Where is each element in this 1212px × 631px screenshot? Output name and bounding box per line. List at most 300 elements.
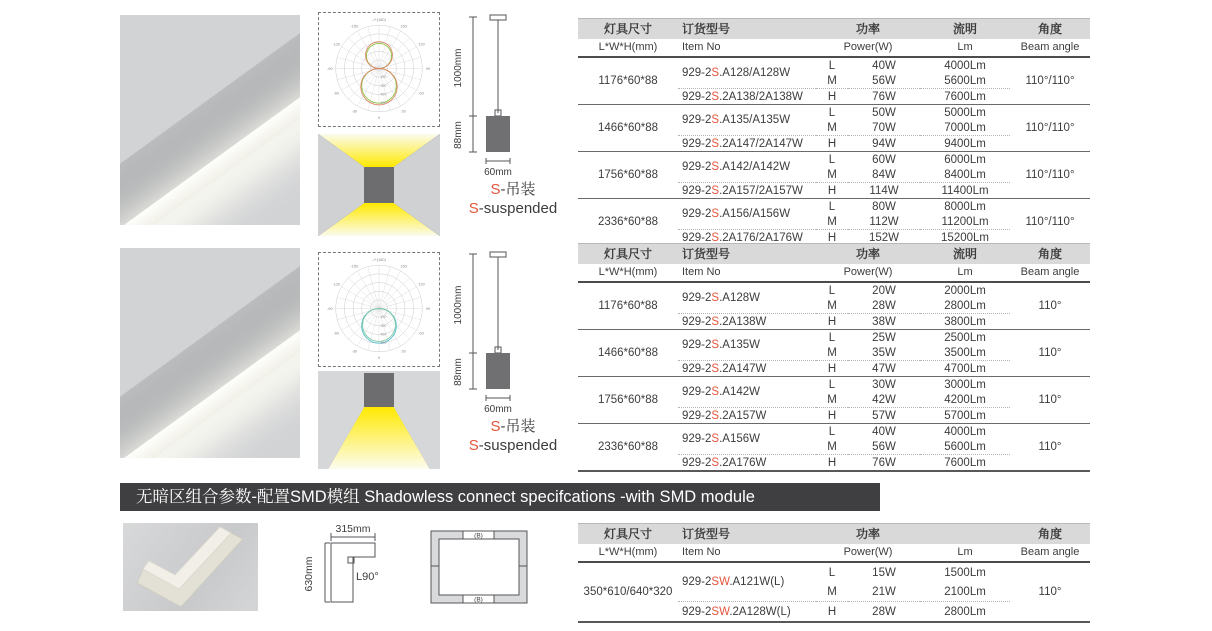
wattage-cell: 20W <box>872 284 896 297</box>
lumen-cell: 15200Lm <box>920 230 1010 247</box>
table-row <box>578 105 1090 121</box>
ceiling-plate <box>490 15 506 20</box>
polar-label: 90 <box>425 65 431 71</box>
item-no-part: 929-2 <box>682 90 712 103</box>
lamp-body <box>486 353 510 389</box>
wattage-cell: 28W <box>872 299 896 312</box>
spec-table-suspended-down <box>578 243 1090 472</box>
polar-grid <box>337 297 379 308</box>
header-lumen-en: Lm <box>920 264 1010 282</box>
header-power-cn: 功率 <box>816 19 920 40</box>
lumen-cell: 5000Lm <box>920 105 1010 121</box>
mount-label-cn: S-吊装 <box>490 418 536 435</box>
polar-label: -120 <box>332 41 341 47</box>
item-no-part: S <box>711 339 720 351</box>
lumen-cell: 2000Lm <box>944 284 986 297</box>
size-cell: 1756*60*88 <box>578 377 678 424</box>
photometric-chart-down <box>318 252 440 367</box>
size-cell: 1756*60*88 <box>578 152 678 199</box>
item-no-part: 929-2 <box>682 315 712 328</box>
product-photo-down <box>120 248 300 458</box>
polar-grid <box>379 278 410 309</box>
power-level-cell: H <box>816 89 848 105</box>
spec-table-smd-module <box>578 523 1090 623</box>
item-no-part: S <box>711 362 720 375</box>
polar-label: 0 <box>377 355 381 361</box>
power-level-cell: H <box>816 602 848 623</box>
lumen-cell: 5700Lm <box>920 408 1010 424</box>
item-no-cell <box>678 314 816 330</box>
lumen-cell: 7000Lm <box>944 121 986 134</box>
item-no-part: S <box>711 409 720 422</box>
polar-label: 450 <box>380 332 387 337</box>
item-no-cell <box>678 424 816 455</box>
polar-label: 450 <box>380 92 387 97</box>
header-size-cn: 灯具尺寸 <box>578 524 678 545</box>
wattage-cell: 76W <box>848 455 920 472</box>
table-row <box>578 282 1090 298</box>
lumen-cell: 4000Lm <box>944 59 986 72</box>
power-level-cell: M <box>827 440 837 453</box>
item-no-cell <box>678 183 816 199</box>
item-no-part: .2A157W <box>719 409 767 422</box>
polar-grid <box>379 271 401 308</box>
header-item-en: Item No <box>678 544 816 562</box>
module-b-label-top: (B) <box>474 532 483 540</box>
lumen-cell: 2500Lm <box>920 330 1010 346</box>
frame-layout-drawing <box>425 525 535 617</box>
suspension-drawing-1 <box>448 13 578 180</box>
item-no-cell <box>678 282 816 314</box>
drop-dimension: 1000mm <box>453 48 464 88</box>
header-lumen-cn: 流明 <box>920 244 1010 265</box>
item-no-part: .2A138W <box>719 315 767 328</box>
item-no-part: S <box>711 386 720 398</box>
polar-label: 120 <box>418 281 425 287</box>
item-no-cell <box>678 152 816 183</box>
item-no-cell <box>678 199 816 230</box>
polar-label: -60 <box>333 90 340 96</box>
corner-product-photo <box>123 523 258 611</box>
lumen-cell: 3500Lm <box>944 346 986 359</box>
mount-label-cn: S-吊装 <box>490 181 536 198</box>
light-effect-updown <box>318 134 440 236</box>
header-power-en: Power(W) <box>816 39 920 57</box>
item-no-cell <box>678 330 816 361</box>
polar-grid <box>379 287 416 309</box>
beam-angle-cell: 110° <box>1010 330 1090 377</box>
wattage-cell: 47W <box>848 361 920 377</box>
lumen-cell: 2100Lm <box>944 585 986 598</box>
header-angle-en: Beam angle <box>1010 544 1090 562</box>
lumen-cell: 2800Lm <box>944 299 986 312</box>
polar-label: 150 <box>380 315 387 320</box>
wattage-cell: 15W <box>872 566 896 579</box>
item-no-part: .A135W <box>719 339 761 351</box>
mount-label-en: S-suspended <box>468 437 558 454</box>
item-no-cell <box>678 136 816 152</box>
lamp-body <box>486 116 510 152</box>
wattage-cell: 30W <box>848 377 920 393</box>
wattage-cell: 152W <box>848 230 920 247</box>
header-size-cn: 灯具尺寸 <box>578 244 678 265</box>
item-no-part: 929-2 <box>682 605 712 618</box>
header-power-en: Power(W) <box>816 544 920 562</box>
polar-grid <box>342 309 379 331</box>
item-no-cell <box>678 562 816 602</box>
header-size-en: L*W*H(mm) <box>578 544 678 562</box>
beam-angle-cell: 110°/110° <box>1025 75 1075 87</box>
lumen-cell: 4200Lm <box>944 393 986 406</box>
lumen-cell: 2800Lm <box>920 602 1010 623</box>
mount-label-en: S-suspended <box>468 200 558 217</box>
polar-grid <box>379 267 390 309</box>
polar-label: 150 <box>400 263 407 269</box>
polar-label: -30 <box>351 348 358 354</box>
item-no-part: S <box>711 292 720 304</box>
wattage-cell: 84W <box>872 168 896 181</box>
polar-grid <box>337 69 379 80</box>
power-level-cell: L <box>828 59 836 72</box>
item-no-cell <box>678 89 816 105</box>
beam-angle-cell: 110°/110° <box>1010 152 1090 199</box>
item-no-part: .2A176W <box>719 456 767 469</box>
power-level-cell: H <box>816 361 848 377</box>
wattage-cell: 21W <box>872 585 896 598</box>
lumen-cell: 9400Lm <box>920 136 1010 152</box>
power-level-cell: H <box>816 183 848 199</box>
table-row <box>578 152 1090 168</box>
size-cell: 1466*60*88 <box>578 330 678 377</box>
power-level-cell: L <box>816 377 848 393</box>
polar-diagram-updown <box>319 13 439 126</box>
polar-label: 60 <box>419 330 424 336</box>
wattage-cell: 40W <box>872 59 896 72</box>
header-lumen-cn: 流明 <box>920 19 1010 40</box>
light-effect-updown-graphic <box>318 134 440 236</box>
header-angle-en: Beam angle <box>1010 39 1090 57</box>
polar-grid <box>379 47 416 69</box>
wattage-cell: 76W <box>848 89 920 105</box>
module-b-label-bottom: (B) <box>474 596 483 604</box>
wattage-cell: 56W <box>872 74 896 87</box>
wattage-cell: 56W <box>872 440 896 453</box>
item-no-part: S <box>711 161 720 173</box>
item-no-part: S <box>711 231 720 244</box>
table-row <box>578 562 1090 582</box>
wattage-cell: 94W <box>848 136 920 152</box>
power-level-cell: M <box>827 585 837 598</box>
item-no-part: 929-2 <box>682 339 712 351</box>
beam-angle-cell: 110° <box>1010 377 1090 424</box>
beam-angle-cell: 110° <box>1010 424 1090 472</box>
power-level-cell: L <box>828 566 836 579</box>
header-item-cn: 订货型号 <box>678 19 816 40</box>
fixture-cross-section <box>364 373 394 407</box>
lumen-cell: 8000Lm <box>920 199 1010 215</box>
wattage-cell: 57W <box>848 408 920 424</box>
table-row <box>578 199 1090 215</box>
lumen-cell: 3800Lm <box>920 314 1010 330</box>
header-lumen-en: Lm <box>920 544 1010 562</box>
wattage-cell: 50W <box>848 105 920 121</box>
item-no-part: 929-2 <box>682 433 712 445</box>
item-no-cell <box>678 455 816 472</box>
item-no-part: SW <box>711 605 730 618</box>
table-row <box>578 57 1090 73</box>
item-no-cell <box>678 377 816 408</box>
item-no-part: 929-2 <box>682 456 712 469</box>
item-no-cell <box>678 105 816 136</box>
item-no-part: 929-2 <box>682 409 712 422</box>
wattage-cell: 38W <box>848 314 920 330</box>
item-no-part: 929-2 <box>682 362 712 375</box>
item-no-part: .2A128W(L) <box>729 605 791 618</box>
suspension-drawing-2 <box>448 250 578 417</box>
power-level-cell: L <box>816 199 848 215</box>
polar-label: -60 <box>333 330 340 336</box>
size-cell: 1176*60*88 <box>598 300 658 312</box>
polar-label: 600 <box>380 341 387 346</box>
body-height-dimension: 88mm <box>453 358 464 386</box>
size-cell: 2336*60*88 <box>578 199 678 247</box>
header-angle-cn: 角度 <box>1010 524 1090 545</box>
item-no-cell <box>678 602 816 623</box>
table-row <box>578 424 1090 440</box>
body-width-dimension: 60mm <box>484 404 512 415</box>
item-no-part: 929-2 <box>682 161 712 173</box>
mount-type-label-2 <box>443 417 583 455</box>
luminaire-image <box>120 248 300 458</box>
wattage-cell: 28W <box>848 602 920 623</box>
polar-label: -120 <box>332 281 341 287</box>
item-no-part: .A128W <box>719 292 761 304</box>
table-row <box>578 377 1090 393</box>
item-no-part: .2A176/2A176W <box>719 231 803 244</box>
spec-table-updown-container <box>578 18 1090 247</box>
wattage-cell: 70W <box>872 121 896 134</box>
item-no-part: .A156/A156W <box>719 208 791 220</box>
item-no-part: S <box>711 315 720 328</box>
header-power-en: Power(W) <box>816 264 920 282</box>
power-level-cell: L <box>816 105 848 121</box>
wattage-cell: 114W <box>848 183 920 199</box>
item-no-part: 929-2 <box>682 292 712 304</box>
lumen-cell: 11400Lm <box>920 183 1010 199</box>
photometric-chart-updown <box>318 12 440 127</box>
item-no-part: 929-2 <box>682 231 712 244</box>
polar-grid <box>342 287 379 309</box>
item-no-part: S <box>711 433 720 445</box>
item-no-part: .2A138/2A138W <box>719 90 803 103</box>
section-banner: 无暗区组合参数-配置SMD模组 Shadowless connect specifcations -with SMD module <box>120 483 880 511</box>
polar-label: -/+(180) <box>372 16 386 22</box>
header-size-en: L*W*H(mm) <box>578 264 678 282</box>
power-level-cell: M <box>827 74 837 87</box>
item-no-part: 929-2 <box>682 184 712 197</box>
power-level-cell: H <box>816 136 848 152</box>
header-angle-en: Beam angle <box>1010 264 1090 282</box>
polar-label: 60 <box>419 90 424 96</box>
body-height-dimension: 88mm <box>453 121 464 149</box>
corner-top-dimension: 315mm <box>335 523 371 535</box>
item-no-part: .A128/A128W <box>719 67 791 79</box>
header-power-cn: 功率 <box>816 524 920 545</box>
lumen-cell: 5600Lm <box>944 74 986 87</box>
polar-label: 120 <box>418 41 425 47</box>
beam-angle-cell: 110° <box>1038 586 1062 598</box>
item-no-cell <box>678 361 816 377</box>
power-level-cell: H <box>816 455 848 472</box>
power-level-cell: M <box>827 346 837 359</box>
spec-table-suspended-up-down <box>578 18 1090 247</box>
polar-label: 300 <box>380 323 387 328</box>
spec-table-down-container <box>578 243 1090 472</box>
drop-dimension: 1000mm <box>453 285 464 325</box>
polar-label: -30 <box>351 108 358 114</box>
light-effect-down-graphic <box>318 371 440 469</box>
power-level-cell: L <box>816 330 848 346</box>
header-item-en: Item No <box>678 264 816 282</box>
lumen-cell: 5600Lm <box>944 440 986 453</box>
polar-label: 300 <box>380 83 387 88</box>
power-level-cell: M <box>827 299 837 312</box>
lumen-cell: 6000Lm <box>920 152 1010 168</box>
item-no-part: .A156W <box>719 433 761 445</box>
wattage-cell: 40W <box>848 424 920 440</box>
power-level-cell: L <box>828 284 836 297</box>
power-level-cell: L <box>816 424 848 440</box>
lumen-cell: 3000Lm <box>920 377 1010 393</box>
item-no-part: 929-2 <box>682 386 712 398</box>
item-no-part: .2A147W <box>719 362 767 375</box>
item-no-cell <box>678 57 816 89</box>
power-level-cell: M <box>827 215 837 228</box>
body-width-dimension: 60mm <box>484 167 512 178</box>
size-cell: 2336*60*88 <box>578 424 678 472</box>
power-level-cell: L <box>816 152 848 168</box>
light-effect-down <box>318 371 440 469</box>
beam-angle-cell: 110°/110° <box>1010 105 1090 152</box>
lumen-cell: 1500Lm <box>944 566 986 579</box>
lumen-cell: 4700Lm <box>920 361 1010 377</box>
polar-label: 0 <box>377 115 381 121</box>
beam-angle-cell: 110° <box>1038 300 1062 312</box>
corner-left-dimension: 630mm <box>303 556 315 592</box>
power-level-cell: M <box>827 121 837 134</box>
wattage-cell: 112W <box>869 215 899 228</box>
beam-angle-cell: 110°/110° <box>1010 199 1090 247</box>
polar-grid <box>348 278 379 309</box>
wattage-cell: 42W <box>872 393 896 406</box>
size-cell: 1176*60*88 <box>598 75 658 87</box>
power-level-cell: M <box>827 168 837 181</box>
power-level-cell: H <box>816 230 848 247</box>
item-no-part: S <box>711 90 720 103</box>
polar-grid <box>368 267 379 309</box>
item-no-part: S <box>711 114 720 126</box>
polar-grid <box>379 297 421 308</box>
item-no-part: 929-2 <box>682 67 712 79</box>
item-no-part: S <box>711 208 720 220</box>
power-level-cell: M <box>827 393 837 406</box>
item-no-part: 929-2 <box>682 208 712 220</box>
polar-grid <box>368 309 379 351</box>
item-no-part: 929-2 <box>682 114 712 126</box>
header-size-cn: 灯具尺寸 <box>578 19 678 40</box>
header-size-en: L*W*H(mm) <box>578 39 678 57</box>
item-no-part: S <box>711 67 720 79</box>
luminaire-image <box>120 15 300 225</box>
spec-table-smd-container <box>578 523 1090 623</box>
item-no-part: SW <box>711 576 730 588</box>
corner-angle-label: L90° <box>356 571 379 583</box>
corner-profile-image <box>123 523 258 611</box>
wattage-cell: 60W <box>848 152 920 168</box>
corner-dimension-drawing <box>300 520 410 625</box>
product-photo-updown <box>120 15 300 225</box>
item-no-part: S <box>711 184 720 197</box>
polar-label: -150 <box>350 263 359 269</box>
polar-label: -90 <box>326 305 333 311</box>
wattage-cell: 25W <box>848 330 920 346</box>
header-item-en: Item No <box>678 39 816 57</box>
polar-grid <box>357 309 379 346</box>
mount-type-label-1 <box>443 180 583 218</box>
power-level-cell: H <box>816 408 848 424</box>
polar-grid <box>357 271 379 308</box>
header-lumen-cn <box>920 524 1010 545</box>
power-level-cell: H <box>816 314 848 330</box>
polar-label: -150 <box>350 23 359 29</box>
polar-label: 150 <box>400 23 407 29</box>
polar-grid <box>342 47 379 69</box>
wattage-cell: 35W <box>872 346 896 359</box>
item-no-cell <box>678 408 816 424</box>
lumen-cell: 8400Lm <box>944 168 986 181</box>
header-power-cn: 功率 <box>816 244 920 265</box>
table-row <box>578 330 1090 346</box>
size-cell: 350*610/640*320 <box>583 586 673 598</box>
polar-label: -/+(180) <box>372 256 386 262</box>
polar-diagram-down <box>319 253 439 366</box>
fixture-cross-section <box>364 167 394 203</box>
polar-label: -90 <box>326 65 333 71</box>
item-no-part: .A142W <box>719 386 761 398</box>
polar-label: 90 <box>425 305 431 311</box>
header-item-cn: 订货型号 <box>678 244 816 265</box>
item-no-part: S <box>711 137 720 150</box>
item-no-part: .2A147/2A147W <box>719 137 803 150</box>
mount-prefix: S <box>490 181 501 198</box>
lumen-cell: 11200Lm <box>941 215 989 228</box>
item-no-part: .A142/A142W <box>719 161 791 173</box>
polar-grid <box>342 69 379 91</box>
lumen-cell: 7600Lm <box>920 89 1010 105</box>
item-no-part: .A121W(L) <box>729 576 785 588</box>
header-item-cn: 订货型号 <box>678 524 816 545</box>
polar-label: 600 <box>380 101 387 106</box>
item-no-part: .A135/A135W <box>719 114 791 126</box>
item-no-part: 929-2 <box>682 576 712 588</box>
wattage-cell: 80W <box>848 199 920 215</box>
header-angle-cn: 角度 <box>1010 244 1090 265</box>
item-no-part: .2A157/2A157W <box>719 184 803 197</box>
lumen-cell: 4000Lm <box>920 424 1010 440</box>
item-no-part: S <box>711 456 720 469</box>
header-angle-cn: 角度 <box>1010 19 1090 40</box>
size-cell: 1466*60*88 <box>578 105 678 152</box>
